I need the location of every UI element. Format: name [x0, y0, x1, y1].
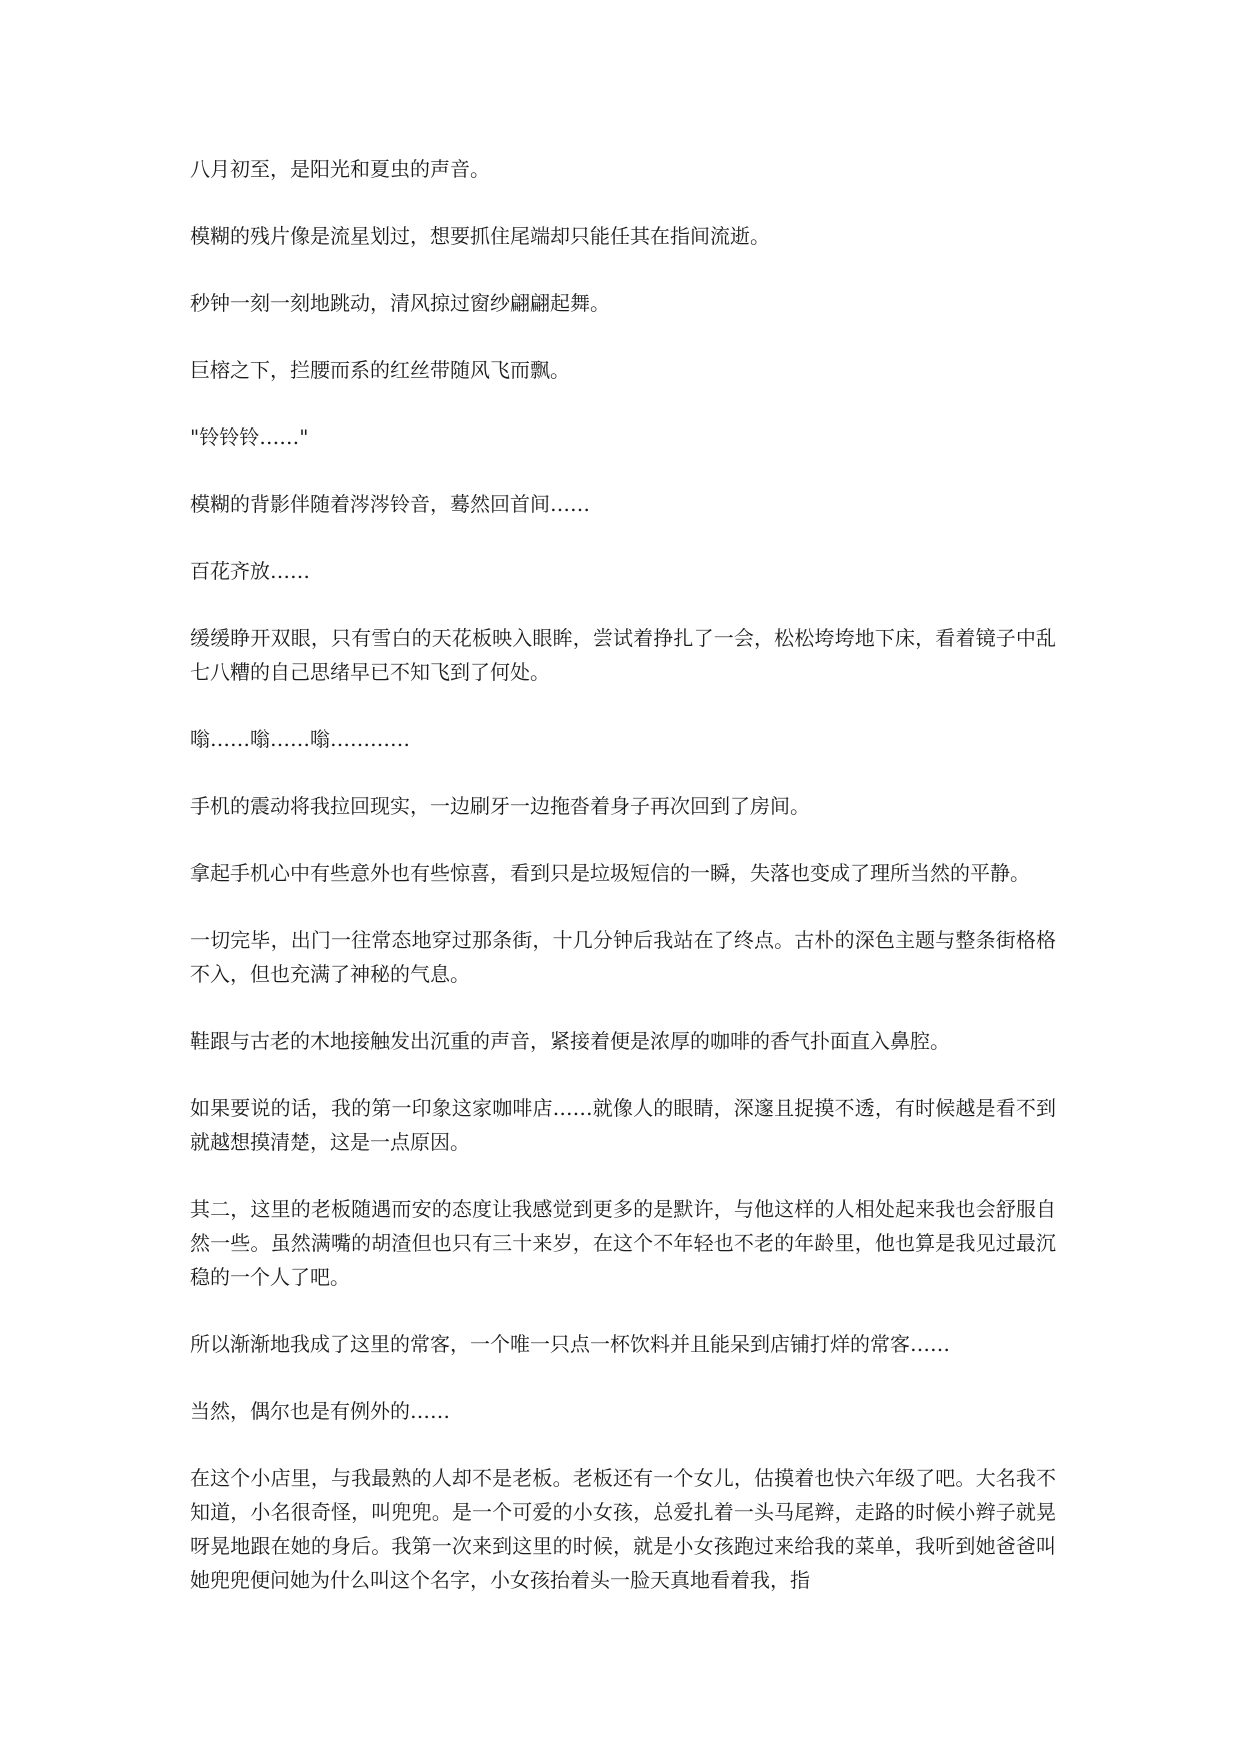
paragraph: 鞋跟与古老的木地接触发出沉重的声音，紧接着便是浓厚的咖啡的香气扑面直入鼻腔。: [190, 1029, 950, 1053]
paragraph: 巨榕之下，拦腰而系的红丝带随风飞而飘。: [190, 358, 570, 382]
document-body: [190, 152, 1056, 1630]
paragraph: 当然，偶尔也是有例外的……: [190, 1399, 450, 1423]
paragraph: 缓缓睁开双眼，只有雪白的天花板映入眼眸，尝试着挣扎了一会，松松垮垮地下床，看着镜子中乱七八糟的自己思绪早已不知飞到了何处。: [190, 626, 1056, 684]
paragraph: 拿起手机心中有些意外也有些惊喜，看到只是垃圾短信的一瞬，失落也变成了理所当然的平静。: [190, 861, 1030, 885]
paragraph: 如果要说的话，我的第一印象这家咖啡店……就像人的眼睛，深邃且捉摸不透，有时候越是看不到就越想摸清楚，这是一点原因。: [190, 1096, 1056, 1154]
paragraph: 模糊的背影伴随着涔涔铃音，蓦然回首间……: [190, 492, 590, 516]
paragraph: "铃铃铃……": [190, 425, 309, 449]
paragraph: 手机的震动将我拉回现实，一边刷牙一边拖沓着身子再次回到了房间。: [190, 794, 810, 818]
paragraph: 模糊的残片像是流星划过，想要抓住尾端却只能任其在指间流逝。: [190, 224, 770, 248]
paragraph: 一切完毕，出门一往常态地穿过那条街，十几分钟后我站在了终点。古朴的深色主题与整条街格格不入，但也充满了神秘的气息。: [190, 928, 1056, 986]
paragraph: 其二，这里的老板随遇而安的态度让我感觉到更多的是默许，与他这样的人相处起来我也会舒服自然一些。虽然满嘴的胡渣但也只有三十来岁，在这个不年轻也不老的年龄里，他也算是我见过最沉稳的一个人了吧。: [190, 1197, 1056, 1289]
paragraph: 百花齐放……: [190, 559, 310, 583]
paragraph: 秒钟一刻一刻地跳动，清风掠过窗纱翩翩起舞。: [190, 291, 610, 315]
paragraph: 嗡……嗡……嗡…………: [190, 727, 410, 751]
paragraph: 八月初至，是阳光和夏虫的声音。: [190, 157, 490, 181]
paragraph: 在这个小店里，与我最熟的人却不是老板。老板还有一个女儿，估摸着也快六年级了吧。大名我不知道，小名很奇怪，叫兜兜。是一个可爱的小女孩，总爱扎着一头马尾辫，走路的时候小辫子就晃呀晃地跟在她的身后。我第一次来到这里的时候，就是小女孩跑过来给我的菜单，我听到她爸爸叫她兜兜便问她为什么叫这个名字，小女孩抬着头一脸天真地看着我，指: [190, 1466, 1056, 1592]
paragraph: 所以渐渐地我成了这里的常客，一个唯一只点一杯饮料并且能呆到店铺打烊的常客……: [190, 1332, 950, 1356]
